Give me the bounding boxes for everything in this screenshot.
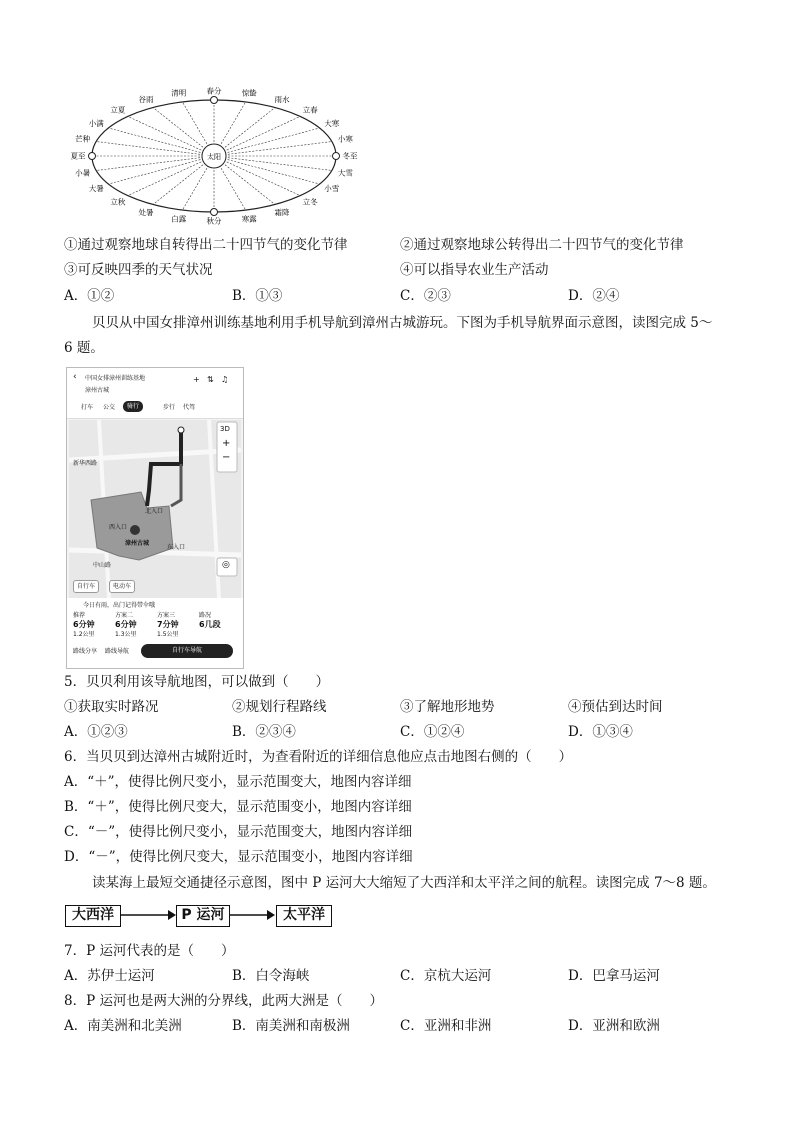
q4-option-c: C．②③	[400, 288, 451, 304]
zoom-out-button[interactable]: −	[222, 452, 231, 463]
intro-7-8: 读某海上最短交通捷径示意图，图中 P 运河大大缩短了大西洋和太平洋之间的航程。读图完成 7～8 题。	[92, 875, 716, 891]
q7-stem: 7．P 运河代表的是（ ）	[64, 943, 235, 959]
orbit-spoke	[214, 156, 320, 184]
solar-term-label: 惊蛰	[241, 88, 257, 98]
route-3-time: 7分钟	[157, 620, 179, 629]
q4-option-d: D．②④	[568, 288, 620, 304]
q6-option-a: A．“＋”，使得比例尺变小，显示范围变大，地图内容详细	[64, 774, 412, 790]
solar-term-label: 霜降	[274, 207, 290, 217]
orbit-spoke	[108, 128, 214, 156]
q8-option-c: C．亚洲和非洲	[400, 1018, 492, 1034]
solar-term-label: 雨水	[274, 95, 290, 105]
route-2-time: 6分钟	[115, 620, 137, 629]
solar-term-label: 小满	[88, 119, 104, 128]
solar-term-label: 芒种	[75, 134, 91, 144]
back-icon[interactable]: ‹	[73, 372, 77, 382]
earth-position-dot	[211, 97, 218, 104]
destination-text[interactable]: 漳州古城	[85, 387, 110, 394]
intro-5-6-line1: 贝贝从中国女排漳州训练基地利用手机导航到漳州古城游玩。下图为手机导航界面示意图，读图完成 5～	[92, 315, 713, 331]
q8-option-d: D．亚洲和欧洲	[568, 1018, 660, 1034]
q5-statement-3: ③了解地形地势	[400, 699, 495, 715]
q6-stem: 6．当贝贝到达漳州古城附近时，为查看附近的详细信息他应点击地图右侧的（ ）	[64, 749, 573, 765]
sun-label: 太阳	[207, 153, 221, 161]
flow-arrow-1	[120, 906, 176, 924]
ebike-button[interactable]: 电动车	[109, 580, 135, 593]
q7-option-b: B．白令海峡	[232, 968, 310, 984]
solar-term-label: 大寒	[324, 119, 340, 128]
q4-option-b: B．①③	[232, 288, 283, 304]
orbit-spoke	[128, 156, 214, 196]
q4-option-a: A．①②	[64, 288, 115, 304]
flow-box-p-canal: P 运河	[176, 905, 230, 927]
earth-position-dot	[333, 153, 340, 160]
origin-text[interactable]: 中国女排漳州训练基地	[85, 375, 146, 382]
route-3-dist: 1.5公里	[157, 631, 179, 638]
q5-stem: 5．贝贝利用该导航地图，可以做到（ ）	[64, 674, 330, 690]
orbit-spoke	[108, 156, 214, 184]
solar-term-label: 大暑	[88, 184, 104, 193]
solar-term-label: 处暑	[138, 207, 154, 217]
solar-term-label: 春分	[206, 86, 222, 96]
solar-term-label: 清明	[171, 88, 187, 98]
q5-option-a: A．①②③	[64, 724, 128, 740]
solar-term-label: 立冬	[302, 197, 318, 207]
solar-term-label: 冬至	[342, 151, 358, 161]
mode-bike[interactable]: 骑行	[123, 401, 143, 412]
map-area[interactable]	[69, 420, 241, 598]
solar-term-label: 白露	[171, 214, 187, 224]
orbit-spoke	[214, 116, 300, 156]
solar-term-label: 立春	[302, 105, 318, 115]
orbit-spoke	[96, 142, 214, 156]
route-1-time: 6分钟	[73, 620, 95, 629]
route-1-tag: 推荐	[73, 612, 86, 619]
q6-option-b: B．“＋”，使得比例尺变大，显示范围变小，地图内容详细	[64, 799, 412, 815]
q5-option-c: C．①②④	[400, 724, 465, 740]
route-header	[67, 368, 243, 419]
q6-option-d: D．“－”，使得比例尺变大，显示范围变小，地图内容详细	[64, 849, 413, 865]
route-3-tag: 方案三	[157, 612, 176, 619]
orbit-spoke	[214, 156, 332, 170]
q5-statement-1: ①获取实时路况	[64, 699, 159, 715]
solar-term-label: 立夏	[110, 105, 126, 115]
orbit-spoke	[214, 142, 332, 156]
q5-option-b: B．②③④	[232, 724, 296, 740]
solar-term-label: 夏至	[70, 151, 86, 161]
solar-term-label: 谷雨	[138, 95, 154, 105]
orbit-spoke	[214, 156, 300, 196]
q4-statement-4: ④可以指导农业生产活动	[400, 262, 549, 278]
map-label-west-entrance: 西入口	[109, 524, 128, 531]
q5-statement-4: ④预估到达时间	[568, 699, 663, 715]
route-nav-label[interactable]: 路线导航	[105, 648, 130, 655]
q4-statement-1: ①通过观察地球自转得出二十四节气的变化节律	[64, 237, 348, 253]
solar-term-label: 小雪	[324, 184, 340, 193]
map-label-road: 中山路	[93, 562, 112, 569]
weather-notice: 今日有雨，出门记得带伞哦	[83, 602, 156, 609]
mode-driver[interactable]: 代驾	[183, 404, 196, 411]
q6-option-c: C．“－”，使得比例尺变小，显示范围变大，地图内容详细	[64, 824, 413, 840]
phone-navigation-screenshot	[66, 367, 244, 669]
add-waypoint-icon[interactable]: +	[193, 375, 200, 384]
q8-option-a: A．南美洲和北美洲	[64, 1018, 182, 1034]
bike-button[interactable]: 自行车	[73, 580, 99, 593]
route-2-tag: 方案二	[115, 612, 134, 619]
route-1-dist: 1.2公里	[73, 631, 95, 638]
bike-navigation-button[interactable]: 自行车导航	[141, 644, 233, 658]
earth-position-dot	[89, 153, 96, 160]
map-label-road2: 新华西路	[73, 460, 98, 467]
share-route-label[interactable]: 路线分享	[73, 648, 98, 655]
route-4-tag: 路况	[199, 612, 212, 619]
map-label-north-entrance: 北入口	[145, 508, 164, 515]
route-2-dist: 1.3公里	[115, 631, 137, 638]
solar-term-label: 寒露	[241, 214, 257, 224]
solar-term-label: 大雪	[337, 168, 353, 178]
q8-option-b: B．南美洲和南极洲	[232, 1018, 350, 1034]
earth-position-dot	[211, 209, 218, 216]
flow-box-pacific: 太平洋	[276, 905, 332, 927]
map-label-east-entrance: 东入口	[167, 544, 186, 551]
q5-statement-2: ②规划行程路线	[232, 699, 327, 715]
orbit-spoke	[128, 116, 214, 156]
zoom-in-button[interactable]: +	[222, 438, 231, 449]
flow-box-atlantic: 大西洋	[65, 905, 121, 927]
route-4-time: 6几段	[199, 620, 221, 629]
intro-5-6-line2: 6 题。	[64, 340, 104, 356]
solar-term-label: 立秋	[110, 197, 126, 207]
3d-toggle[interactable]: 3D	[220, 425, 230, 433]
q5-option-d: D．①③④	[568, 724, 633, 740]
q4-statement-3: ③可反映四季的天气状况	[64, 262, 213, 278]
route-panel	[67, 598, 243, 668]
orbit-spoke	[214, 128, 320, 156]
solar-term-label: 小寒	[337, 134, 353, 144]
locate-icon[interactable]: ◎	[222, 560, 230, 570]
mode-taxi[interactable]: 打车	[81, 404, 94, 411]
q8-stem: 8．P 运河也是两大洲的分界线，此两大洲是（ ）	[64, 993, 383, 1009]
q7-option-a: A．苏伊士运河	[64, 968, 155, 984]
q7-option-d: D．巴拿马运河	[568, 968, 660, 984]
mode-bus[interactable]: 公交	[103, 404, 116, 411]
swap-icon[interactable]: ⇅	[207, 375, 214, 384]
mode-walk[interactable]: 步行	[163, 404, 176, 411]
orbit-spoke	[96, 156, 214, 170]
solar-terms-orbit-diagram	[64, 86, 364, 236]
q7-option-c: C．京杭大运河	[400, 968, 492, 984]
solar-term-label: 秋分	[206, 216, 222, 226]
flow-arrow-2	[229, 906, 275, 924]
voice-icon[interactable]: ♫	[221, 375, 229, 384]
map-label-dest: 漳州古城	[125, 540, 150, 547]
q4-statement-2: ②通过观察地球公转得出二十四节气的变化节律	[400, 237, 684, 253]
solar-term-label: 小暑	[75, 168, 91, 178]
